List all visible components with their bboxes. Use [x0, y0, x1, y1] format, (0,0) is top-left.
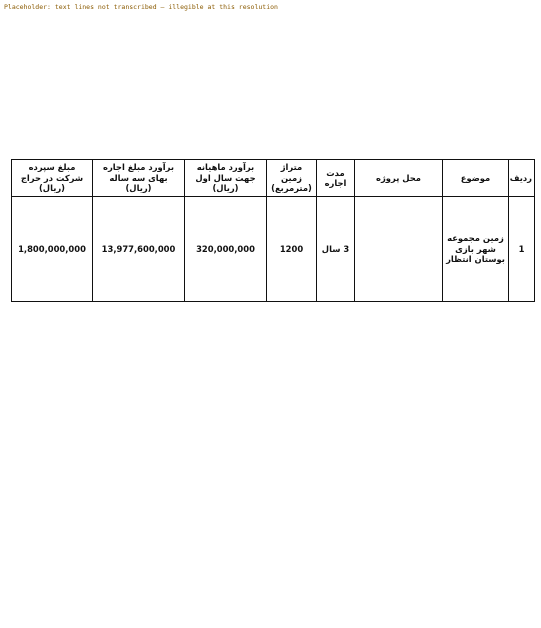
header-monthly: برآورد ماهیانه جهت سال اول (ریال): [185, 160, 267, 197]
body-line: [4, 328, 537, 339]
cell-location: [355, 197, 443, 302]
header-location: محل پروژه: [355, 160, 443, 197]
body-line: [4, 361, 537, 372]
body-line: [4, 606, 537, 617]
cell-index: 1: [509, 197, 535, 302]
tender-table: [11, 159, 535, 302]
intro-line: [4, 46, 537, 57]
body-line: [4, 617, 537, 628]
body-line: [4, 461, 537, 472]
cell-deposit: 1,800,000,000: [12, 197, 93, 302]
intro-line: [4, 35, 537, 46]
table-header-row: [12, 160, 535, 197]
intro-line: [4, 57, 537, 68]
header-area: متراژ زمین (مترمربع): [267, 160, 317, 197]
body-line: [4, 572, 537, 583]
body-line: [4, 384, 537, 395]
body-line: [4, 373, 537, 384]
header-subject: موضوع: [443, 160, 509, 197]
body-line: [4, 439, 537, 450]
body-line: [4, 417, 537, 428]
body-line: [4, 472, 537, 483]
body-line: [4, 528, 537, 539]
intro-line: [4, 91, 537, 102]
intro-line: [4, 13, 537, 24]
body-line: [4, 350, 537, 361]
body-line: [4, 428, 537, 439]
cell-monthly: 320,000,000: [185, 197, 267, 302]
body-line: [4, 594, 537, 605]
intro-line: [4, 146, 537, 157]
cell-three-year: 13,977,600,000: [93, 197, 185, 302]
intro-line: [4, 68, 537, 79]
transcription-note: Placeholder: text lines not transcribed — illegible at this resolution: [4, 3, 278, 11]
cell-area: 1200: [267, 197, 317, 302]
body-line: [4, 395, 537, 406]
header-index: ردیف: [509, 160, 535, 197]
intro-line: [4, 24, 537, 35]
notice-body: [4, 306, 537, 628]
body-line: [4, 550, 537, 561]
header-duration: مدت اجاره: [317, 160, 355, 197]
intro-line: [4, 124, 537, 135]
intro-line: [4, 135, 537, 146]
body-line: [4, 539, 537, 550]
header-three-year: برآورد مبلغ اجاره بهای سه ساله (ریال): [93, 160, 185, 197]
body-line: [4, 339, 537, 350]
body-line: [4, 561, 537, 572]
intro-line: [4, 113, 537, 124]
body-line: [4, 495, 537, 506]
intro-line: [4, 80, 537, 91]
header-deposit: مبلغ سپرده شرکت در حراج (ریال): [12, 160, 93, 197]
body-line: [4, 506, 537, 517]
cell-subject: زمین مجموعه شهر بازی بوستان انتظار: [443, 197, 509, 302]
body-line: [4, 484, 537, 495]
body-line: [4, 306, 537, 317]
intro-line: [4, 102, 537, 113]
body-line: [4, 406, 537, 417]
body-line: [4, 517, 537, 528]
body-line: [4, 583, 537, 594]
body-line: [4, 450, 537, 461]
table-row: [12, 197, 535, 302]
body-line: [4, 317, 537, 328]
notice-intro: [4, 13, 537, 157]
cell-duration: 3 سال: [317, 197, 355, 302]
